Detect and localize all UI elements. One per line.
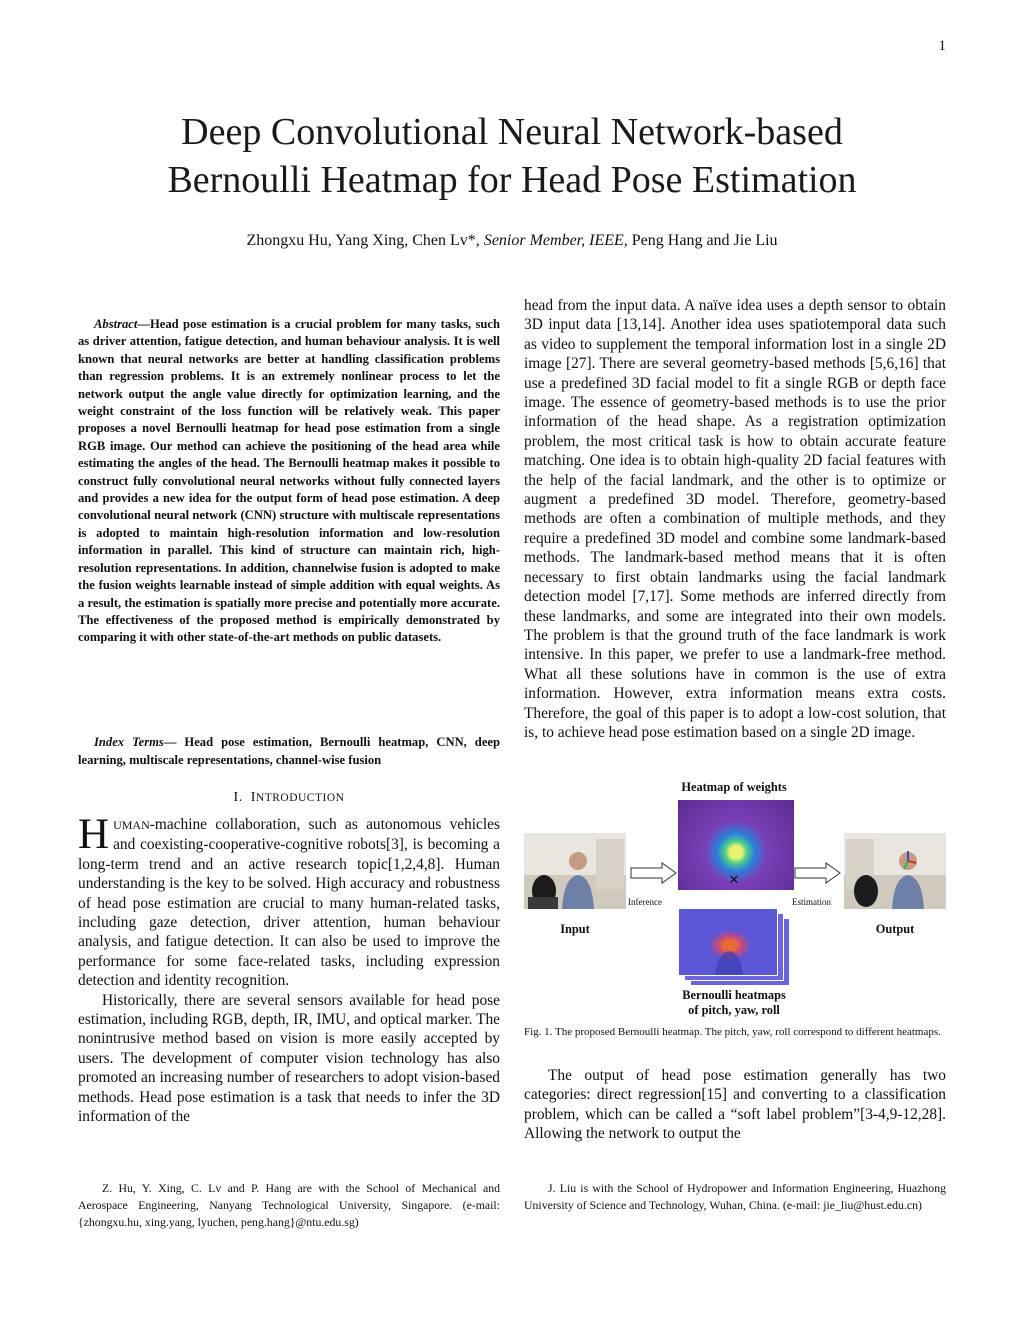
- index-terms-text: Head pose estimation, Bernoulli heatmap, CNN, deep learning, multiscale representations, channel-wise fusion: [78, 735, 500, 767]
- right-column-text: head from the input data. A naïve idea uses a depth sensor to obtain 3D input data [13,14]. Another idea uses spatiotemporal data such as video to supplement the temporal information lost in a single 2D image [27]. There are several geometry-based methods [5,6,16] that use a predefined 3D facial model to fit a single RGB or depth face image. The essence of geometry-based methods is to use the prior information of the head shape. As a registration optimization problem, the most critical task is how to obtain accurate feature matching. One idea is to obtain high-quality 2D facial features with the help of the facial landmark, and the other is to optimize or augment a predefined 3D model. Therefore, geometry-based methods are often a combination of multiple methods, and they require a predefined 3D model and combine some landmark-based methods. The landmark-based method means that it is often necessary to first obtain landmarks using the facial landmark detection model [7,17]. Some methods are inferred directly from these landmarks, and some are integrated into their own models. The problem is that the ground truth of the face landmark is work intensive. In this paper, we prefer to use a landmark-free method. What all these solutions have in common is the use of extra information. However, extra information means extra costs. Therefore, the goal of this paper is to adopt a low-cost solution, that is, to achieve head pose estimation based on a single 2D image.: [524, 297, 946, 741]
- output-image: [844, 833, 946, 909]
- author-list: [60, 232, 964, 250]
- section-first-letter: I: [250, 790, 256, 805]
- right-column-text-bottom: The output of head pose estimation generally has two categories: direct regression[15] and converting to a classification problem, which can be called a “soft label problem”[3-4,9-12,28]. Allowing the network to output the: [524, 1067, 946, 1143]
- section-number: I.: [233, 790, 243, 805]
- heatmap-person-icon: [679, 909, 777, 975]
- section-heading: [78, 790, 500, 806]
- intro-p1-text: -machine collaboration, such as autonomous vehicles and coexisting-cooperative-cognitive robots[3], is becoming a long-term trend and an active research topic[1,2,4,8]. Human understanding is the key to be solved. High accuracy and robustness of head pose estimation are crucial to many human-related tasks, including gaze detection, driver attention, human behaviour analysis, and fatigue detection. It can also be used to improve the performance for some face-related tasks, including expression detection and identity recognition.: [78, 816, 500, 990]
- inference-arrow-icon: [630, 862, 678, 884]
- estimation-arrow-icon: [794, 862, 842, 884]
- intro-smallcaps: UMAN: [113, 818, 150, 832]
- abstract-text: Head pose estimation is a crucial problem for many tasks, such as driver attention, fatigue detection, and human behaviour analysis. It is well known that neural networks are better at handling classification problems than regression problems. It is an extremely nonlinear process to let the network output the angle value directly for optimization learning, and the weight constraint of the loss function will be relatively weak. This paper proposes a novel Bernoulli heatmap for head pose estimation from a single RGB image. Our method can achieve the positioning of the head area while estimating the angles of the head. The Bernoulli heatmap makes it possible to construct fully convolutional neural networks without fully connected layers and provides a new idea for the output form of head pose estimation. A deep convolutional neural network (CNN) structure with multiscale representations is adopted to maintain high-resolution information and low-resolution information in parallel. This kind of structure can maintain rich, high-resolution representations. In addition, channelwise fusion is adopted to make the fusion weights learnable instead of simple addition with equal weights. As a result, the estimation is spatially more precise and potentially more accurate. The effectiveness of the proposed method is empirically demonstrated by comparing it with other state-of-the-art methods on public datasets.: [78, 317, 500, 645]
- index-terms: [78, 734, 500, 769]
- section-rest: NTRODUCTION: [255, 792, 345, 804]
- abstract: [78, 316, 500, 647]
- index-terms-label: Index Terms: [94, 735, 164, 749]
- introduction: [78, 811, 500, 1127]
- authors-part-1: Zhongxu Hu, Yang Xing, Chen Lv*,: [246, 232, 484, 249]
- abstract-label: Abstract: [94, 317, 138, 331]
- output-label: Output: [875, 922, 915, 936]
- inference-label: Inference: [628, 897, 662, 907]
- bernoulli-heatmap-front: [678, 908, 778, 976]
- output-person-icon: [844, 833, 946, 909]
- drop-cap: H: [78, 811, 110, 858]
- bernoulli-label-line-2: of pitch, yaw, roll: [688, 1003, 780, 1017]
- abstract-dash: —: [137, 317, 150, 331]
- paper-title: [60, 108, 964, 204]
- bernoulli-label-line-1: Bernoulli heatmaps: [682, 988, 786, 1002]
- figure-1: [524, 776, 946, 1016]
- title-line-2: Bernoulli Heatmap for Head Pose Estimation: [167, 159, 857, 201]
- input-person-icon: [524, 833, 626, 909]
- bernoulli-label: [654, 988, 814, 1018]
- footnote-right: J. Liu is with the School of Hydropower and Information Engineering, Huazhong University of Science and Technology, Wuhan, China. (e-mail: jie_liu@hust.edu.cn): [524, 1181, 946, 1212]
- heatmap-weights-label: Heatmap of weights: [681, 780, 787, 794]
- figure-caption: Fig. 1. The proposed Bernoulli heatmap. The pitch, yaw, roll correspond to different heatmaps.: [524, 1026, 941, 1038]
- authors-ieee-role: Senior Member, IEEE,: [483, 232, 628, 249]
- input-label: Input: [560, 922, 590, 936]
- title-line-1: Deep Convolutional Neural Network-based: [181, 111, 843, 153]
- authors-part-2: Peng Hang and Jie Liu: [627, 232, 778, 249]
- input-image: [524, 833, 626, 909]
- multiply-icon: ✕: [728, 872, 740, 887]
- page-number: 1: [938, 38, 946, 54]
- estimation-label: Estimation: [792, 897, 831, 907]
- intro-paragraph-1: [78, 811, 500, 991]
- index-terms-dash: —: [163, 735, 177, 749]
- footnote-left: Z. Hu, Y. Xing, C. Lv and P. Hang are with the School of Mechanical and Aerospace Engineering, Nanyang Technological University, Singapore. (e-mail: {zhongxu.hu, xing.yang, lyuchen, peng.hang}@ntu.edu.sg): [78, 1181, 500, 1229]
- intro-paragraph-2: Historically, there are several sensors available for head pose estimation, including RGB, depth, IR, IMU, and optical marker. The nonintrusive method based on vision is more easily accepted by users. The development of computer vision technology has also promoted an increasing number of researchers to adopt vision-based methods. Head pose estimation is a task that needs to infer the 3D information of the: [78, 991, 500, 1126]
